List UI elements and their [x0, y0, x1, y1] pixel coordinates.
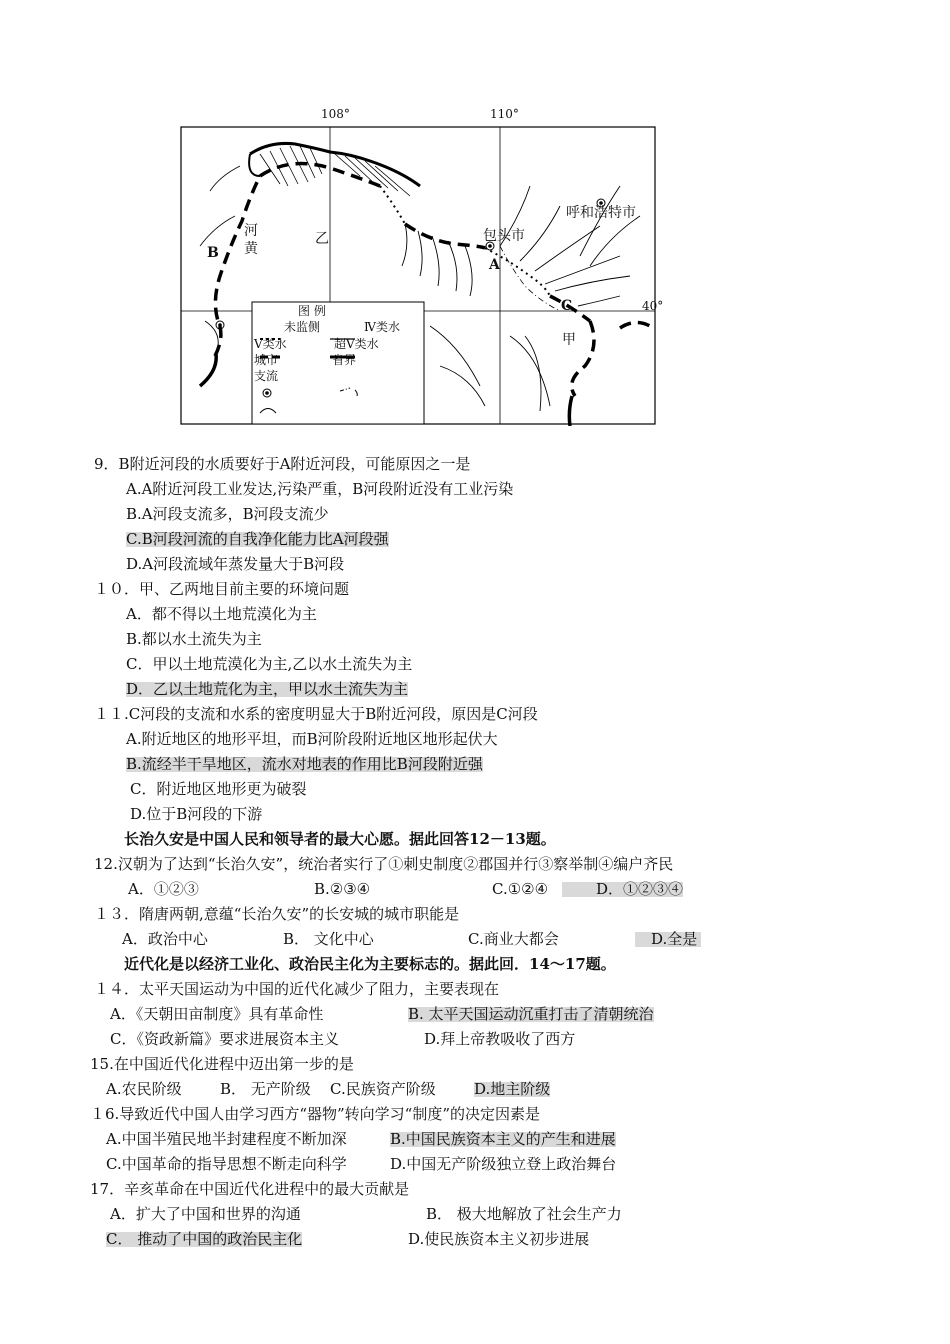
point-c-label: C [561, 298, 573, 314]
q17-option-a: A．扩大了中国和世界的沟通 [110, 1205, 301, 1223]
legend-class5: Ⅴ类水 [254, 337, 287, 351]
q11-option-a: A.附近地区的地形平坦，而B河阶段附近地区地形起伏大 [126, 730, 498, 748]
legend-province: 省界 [332, 353, 357, 367]
legend-city: 城市 [254, 353, 279, 367]
hohhot-city-label: 呼和浩特市 [566, 205, 636, 221]
legend-over5: 超Ⅴ类水 [334, 337, 379, 351]
river-char-huang: 黄 [244, 241, 258, 257]
q15-option-a: A.农民阶级 [106, 1080, 182, 1098]
point-b-label: B [207, 245, 219, 261]
q13-option-d: D.全是 [635, 932, 701, 947]
q15-option-d: D.地主阶级 [474, 1080, 551, 1098]
question-11-stem: １１.C河段的支流和水系的密度明显大于B附近河段，原因是C河段 [94, 705, 538, 723]
q15-option-b: B． 无产阶级 [220, 1080, 311, 1098]
legend-class4: Ⅳ类水 [364, 320, 400, 334]
q14-option-a: A．《天朝田亩制度》具有革命性 [110, 1005, 324, 1023]
q14-option-b: B. 太平天国运动沉重打击了清朝统治 [408, 1005, 654, 1023]
question-12-stem: 12.汉朝为了达到“长治久安”，统治者实行了①刺史制度②郡国并行③察举制④编户齐民 [94, 855, 674, 873]
q10-option-a: A．都不得以土地荒漠化为主 [126, 605, 317, 623]
q11-option-b: B.流经半干旱地区，流水对地表的作用比B河段附近强 [126, 755, 483, 773]
q11-option-d: D.位于B河段的下游 [130, 805, 263, 823]
q9-option-b: B.A河段支流多，B河段支流少 [126, 505, 329, 523]
q13-option-c: C.商业大都会 [468, 930, 559, 948]
point-a-label: A [489, 257, 500, 273]
intro-14-17: 近代化是以经济工业化、政治民主化为主要标志的。据此回．14～17题。 [124, 955, 616, 973]
river-char-he: 河 [244, 223, 258, 239]
q10-option-d: D．乙以土地荒化为主，甲以水土流失为主 [126, 680, 409, 698]
longitude-108-label: 108° [321, 107, 350, 121]
q9-option-a: A.A附近河段工业发达,污染严重，B河段附近没有工业污染 [126, 480, 514, 498]
q14-option-c: C．《资政新篇》要求进展资本主义 [110, 1030, 339, 1048]
q17-option-d: D.使民族资本主义初步进展 [408, 1230, 590, 1248]
yellow-river-map [180, 106, 664, 426]
region-yi-label: 乙 [315, 231, 329, 247]
legend-unmonitored: 未监侧 [284, 320, 321, 334]
q11-option-c: C．附近地区地形更为破裂 [130, 780, 307, 798]
q9-option-d: D.A河段流域年蒸发量大于B河段 [126, 555, 345, 573]
baotou-city-label: 包头市 [483, 228, 525, 244]
q12-option-d: D．①②③④ [562, 882, 683, 897]
question-9-stem: 9．B附近河段的水质要好于A附近河段，可能原因之一是 [94, 455, 471, 473]
q13-option-b: B． 文化中心 [283, 930, 374, 948]
q16-option-a: A.中国半殖民地半封建程度不断加深 [106, 1130, 347, 1148]
q15-option-c: C.民族资产阶级 [330, 1080, 436, 1098]
q16-option-d: D.中国无产阶级独立登上政治舞台 [390, 1155, 617, 1173]
legend-tributary: 支流 [254, 369, 279, 383]
intro-12-13: 长治久安是中国人民和领导者的最大心愿。据此回答12－13题。 [124, 830, 556, 848]
longitude-110-label: 110° [490, 107, 519, 121]
question-10-stem: １０．甲、乙两地目前主要的环境问题 [94, 580, 350, 598]
question-17-stem: 17．辛亥革命在中国近代化进程中的最大贡献是 [90, 1180, 410, 1198]
question-13-stem: １３．隋唐两朝,意蕴“长治久安”的长安城的城市职能是 [94, 905, 460, 923]
q17-option-c: C． 推动了中国的政治民主化 [106, 1230, 303, 1248]
q14-option-d: D.拜上帝教吸收了西方 [424, 1030, 576, 1048]
region-jia-label: 甲 [562, 332, 576, 348]
legend-title: 图 例 [298, 304, 326, 318]
q16-option-c: C.中国革命的指导思想不断走向科学 [106, 1155, 347, 1173]
q12-option-b: B.②③④ [314, 880, 371, 898]
q12-option-c: C.①②④ [492, 880, 549, 898]
map-drawing [180, 106, 660, 426]
q12-option-a: A．①②③ [128, 880, 199, 898]
question-15-stem: 15.在中国近代化进程中迈出第一步的是 [90, 1055, 354, 1073]
latitude-40-label: 40° [642, 299, 664, 313]
question-14-stem: １４．太平天国运动为中国的近代化减少了阻力，主要表现在 [94, 980, 500, 998]
question-16-stem: １6.导致近代中国人由学习西方“器物”转向学习“制度”的决定因素是 [90, 1105, 540, 1123]
q10-option-b: B.都以水土流失为主 [126, 630, 262, 648]
q16-option-b: B.中国民族资本主义的产生和进展 [390, 1130, 616, 1148]
q10-option-c: C．甲以土地荒漠化为主,乙以水土流失为主 [126, 655, 413, 673]
q13-option-a: A．政治中心 [122, 930, 208, 948]
q17-option-b: B． 极大地解放了社会生产力 [426, 1205, 622, 1223]
q9-option-c: C.B河段河流的自我净化能力比A河段强 [126, 530, 389, 548]
